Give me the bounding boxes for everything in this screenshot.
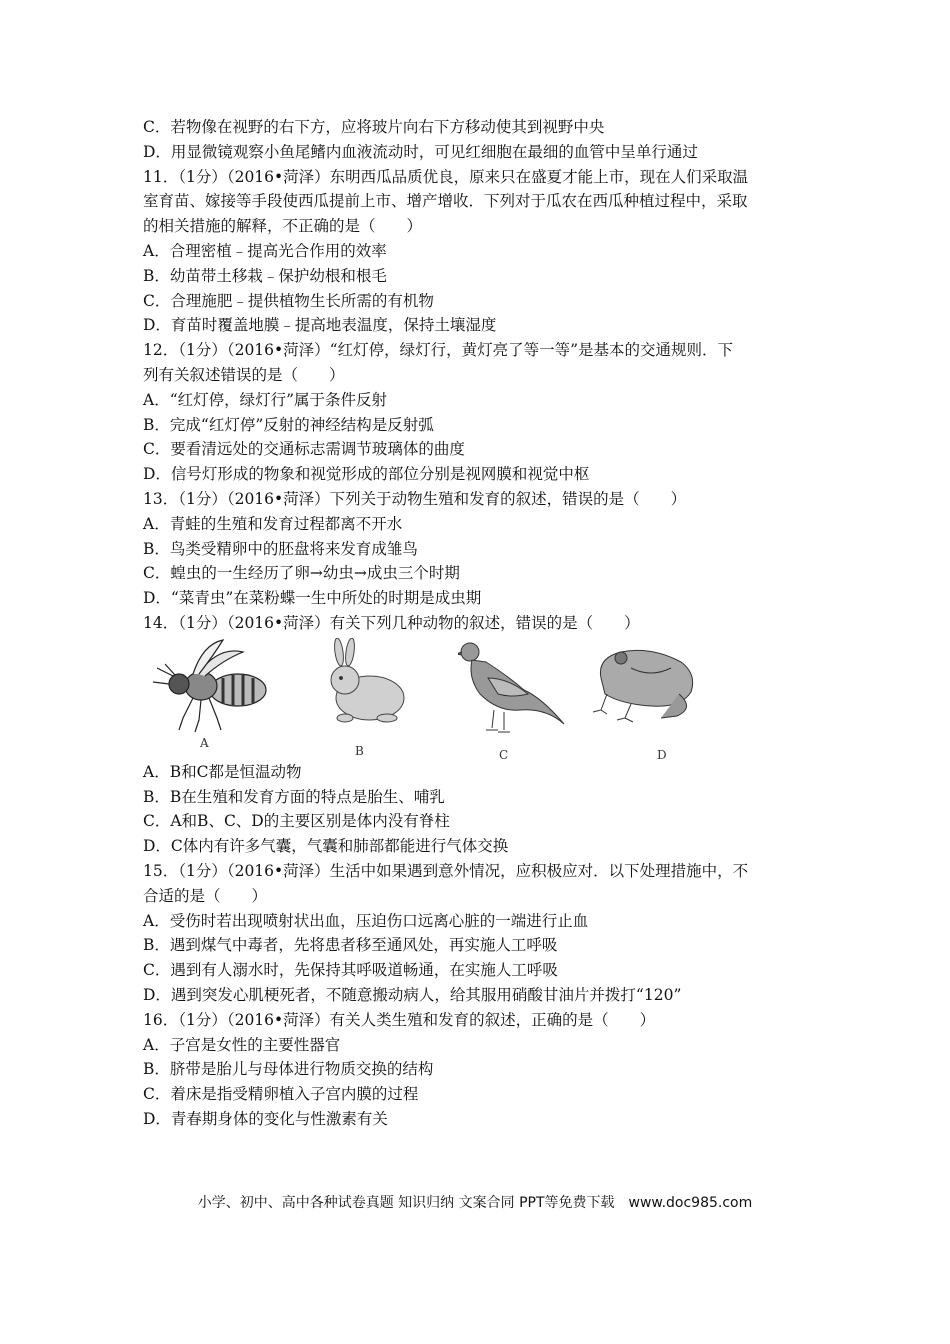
frog-image [591,638,701,728]
text-line: A．子宫是女性的主要性器官 [143,1035,341,1054]
text-line: B．B在生殖和发育方面的特点是胎生、哺乳 [143,787,445,806]
text-line: B．幼苗带土移栽﹣保护幼根和根毛 [143,266,387,285]
text-line: 15．（1分）（2016•菏泽）生活中如果遇到意外情况，应积极应对．以下处理措施中，不 [143,861,749,880]
text-line: A．受伤时若出现喷射状出血，压迫伤口远离心脏的一端进行止血 [143,911,589,930]
text-line: C．A和B、C、D的主要区别是体内没有脊柱 [143,812,450,831]
text-line: C．要看清远处的交通标志需调节玻璃体的曲度 [143,440,465,459]
text-line: 13．（1分）（2016•菏泽）下列关于动物生殖和发育的叙述，错误的是（ ） [143,489,687,508]
text-line: 12．（1分）（2016•菏泽）“红灯停，绿灯行，黄灯亮了等一等”是基本的交通规则．下 [143,341,734,360]
text-line: D．信号灯形成的物象和视觉形成的部位分别是视网膜和视觉中枢 [143,465,590,484]
figure-label-d: D [657,747,667,762]
text-line: A．合理密植﹣提高光合作用的效率 [143,241,387,260]
text-line: 14．（1分）（2016•菏泽）有关下列几种动物的叙述，错误的是（ ） [143,613,640,632]
text-line: B．遇到煤气中毒者，先将患者移至通风处，再实施人工呼吸 [143,936,558,955]
text-line: C．遇到有人溺水时，先保持其呼吸道畅通，在实施人工呼吸 [143,961,558,980]
page-footer: 小学、初中、高中各种试卷真题 知识归纳 文案合同 PPT等免费下载 www.doc985.com [197,1195,753,1211]
bee-image [143,638,273,738]
lines-bottom [143,760,813,1132]
page-content [143,115,813,1132]
text-line: C．合理施肥﹣提供植物生长所需的有机物 [143,291,434,310]
text-line: 列有关叙述错误的是（ ） [143,365,345,384]
text-line: B．完成“红灯停”反射的神经结构是反射弧 [143,415,434,434]
text-line: 合适的是（ ） [143,886,268,905]
text-line: A．B和C都是恒温动物 [143,762,302,781]
text-line: 11．（1分）（2016•菏泽）东明西瓜品质优良，原来只在盛夏才能上市，现在人们采取温 [143,167,749,186]
text-line: D．C体内有许多气囊，气囊和肺部都能进行气体交换 [143,837,509,856]
text-line: D．用显微镜观察小鱼尾鳍内血液流动时，可见红细胞在最细的血管中呈单行通过 [143,142,698,161]
figure-label-a: A [200,735,209,750]
text-line: 16．（1分）（2016•菏泽）有关人类生殖和发育的叙述，正确的是（ ） [143,1010,656,1029]
text-line: C．蝗虫的一生经历了卵→幼虫→成虫三个时期 [143,564,460,583]
pigeon-image [458,638,568,743]
text-line: B．脐带是胎儿与母体进行物质交换的结构 [143,1060,434,1079]
text-line: C．若物像在视野的右下方，应将玻片向右下方移动使其到视野中央 [143,118,605,136]
animal-figures [143,638,813,760]
text-line: 的相关措施的解释，不正确的是（ ） [143,217,423,236]
rabbit-image [315,638,415,738]
lines-top [143,115,813,636]
figure-label-b: B [355,743,364,758]
text-line: D．育苗时覆盖地膜﹣提高地表温度，保持土壤湿度 [143,316,497,335]
text-line: D．“菜青虫”在菜粉蝶一生中所处的时期是成虫期 [143,589,482,608]
text-line: C．着床是指受精卵植入子宫内膜的过程 [143,1085,419,1104]
text-line: A．“红灯停，绿灯行”属于条件反射 [143,390,388,409]
text-line: 室育苗、嫁接等手段使西瓜提前上市、增产增收．下列对于瓜农在西瓜种植过程中，采取 [143,192,748,211]
text-line: D．青春期身体的变化与性激素有关 [143,1109,388,1128]
figure-label-c: C [499,747,509,762]
text-line: D．遇到突发心肌梗死者，不随意搬动病人，给其服用硝酸甘油片并拨打“120” [143,985,682,1004]
text-line: A．青蛙的生殖和发育过程都离不开水 [143,514,403,533]
text-line: B．鸟类受精卵中的胚盘将来发育成雏鸟 [143,539,418,558]
